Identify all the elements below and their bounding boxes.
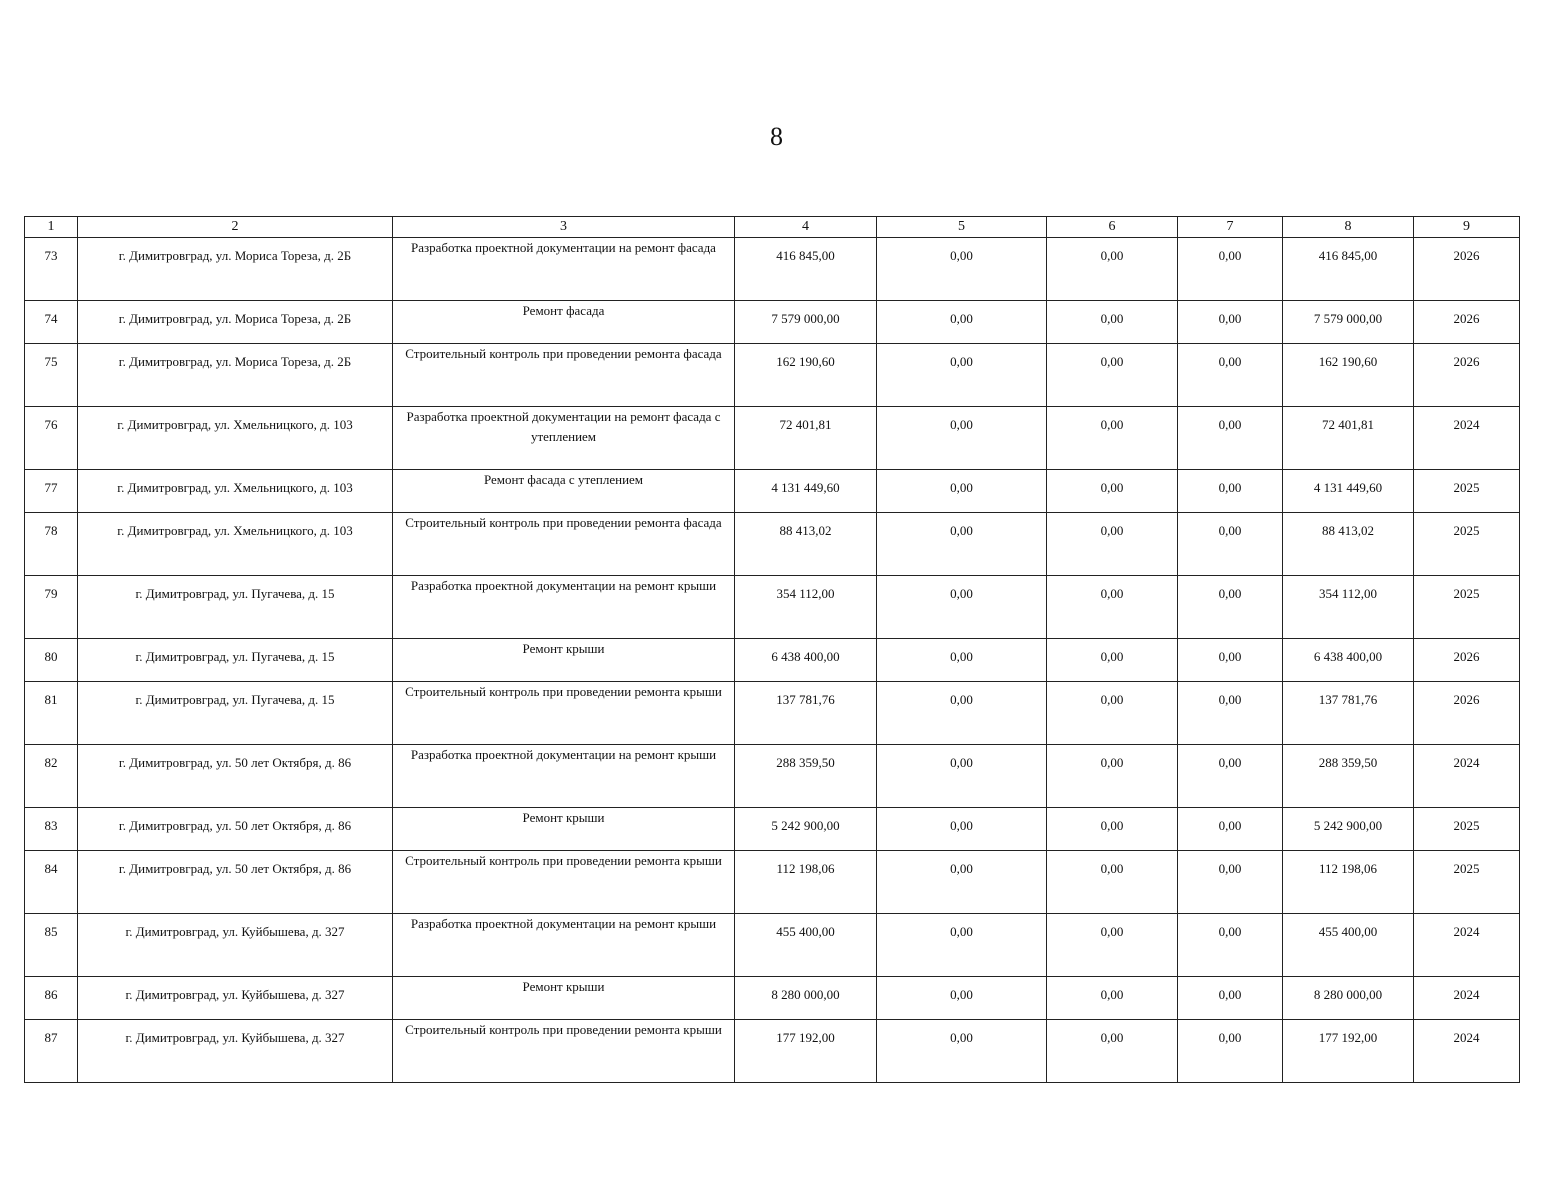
amount-col7-cell: 0,00 — [1178, 576, 1283, 639]
works-table — [24, 216, 1520, 1083]
amount-col4-cell: 8 280 000,00 — [735, 977, 877, 1020]
amount-col7-cell: 0,00 — [1178, 344, 1283, 407]
amount-col6-cell: 0,00 — [1047, 639, 1178, 682]
amount-col5-cell: 0,00 — [877, 1020, 1047, 1083]
row-number-cell: 78 — [25, 513, 78, 576]
address-cell: г. Димитровград, ул. Пугачева, д. 15 — [78, 576, 393, 639]
amount-col5-cell: 0,00 — [877, 914, 1047, 977]
table-row — [25, 808, 1520, 851]
address-cell: г. Димитровград, ул. Мориса Тореза, д. 2Б — [78, 344, 393, 407]
work-type-cell: Строительный контроль при проведении ремонта фасада — [393, 513, 735, 576]
amount-col6-cell: 0,00 — [1047, 977, 1178, 1020]
row-number-cell: 83 — [25, 808, 78, 851]
amount-col5-cell: 0,00 — [877, 238, 1047, 301]
address-cell: г. Димитровград, ул. 50 лет Октября, д. 86 — [78, 808, 393, 851]
amount-col4-cell: 288 359,50 — [735, 745, 877, 808]
address-cell: г. Димитровград, ул. Хмельницкого, д. 103 — [78, 513, 393, 576]
amount-col7-cell: 0,00 — [1178, 470, 1283, 513]
amount-col5-cell: 0,00 — [877, 513, 1047, 576]
amount-col8-cell: 88 413,02 — [1283, 513, 1414, 576]
amount-col5-cell: 0,00 — [877, 576, 1047, 639]
amount-col4-cell: 6 438 400,00 — [735, 639, 877, 682]
table-row — [25, 407, 1520, 470]
amount-col6-cell: 0,00 — [1047, 344, 1178, 407]
amount-col6-cell: 0,00 — [1047, 914, 1178, 977]
table-row — [25, 1020, 1520, 1083]
amount-col4-cell: 162 190,60 — [735, 344, 877, 407]
amount-col8-cell: 112 198,06 — [1283, 851, 1414, 914]
table-row — [25, 851, 1520, 914]
address-cell: г. Димитровград, ул. Куйбышева, д. 327 — [78, 977, 393, 1020]
address-cell: г. Димитровград, ул. Мориса Тореза, д. 2Б — [78, 301, 393, 344]
amount-col7-cell: 0,00 — [1178, 639, 1283, 682]
amount-col8-cell: 6 438 400,00 — [1283, 639, 1414, 682]
amount-col6-cell: 0,00 — [1047, 851, 1178, 914]
amount-col7-cell: 0,00 — [1178, 977, 1283, 1020]
column-header: 1 — [25, 217, 78, 238]
amount-col5-cell: 0,00 — [877, 344, 1047, 407]
amount-col7-cell: 0,00 — [1178, 407, 1283, 470]
year-cell: 2026 — [1414, 682, 1520, 745]
amount-col8-cell: 288 359,50 — [1283, 745, 1414, 808]
row-number-cell: 84 — [25, 851, 78, 914]
table-row — [25, 639, 1520, 682]
amount-col4-cell: 5 242 900,00 — [735, 808, 877, 851]
amount-col5-cell: 0,00 — [877, 407, 1047, 470]
column-number-row — [25, 217, 1520, 238]
column-header: 2 — [78, 217, 393, 238]
work-type-cell: Разработка проектной документации на ремонт фасада — [393, 238, 735, 301]
amount-col8-cell: 137 781,76 — [1283, 682, 1414, 745]
amount-col4-cell: 455 400,00 — [735, 914, 877, 977]
amount-col8-cell: 354 112,00 — [1283, 576, 1414, 639]
year-cell: 2026 — [1414, 301, 1520, 344]
year-cell: 2025 — [1414, 513, 1520, 576]
row-number-cell: 77 — [25, 470, 78, 513]
amount-col6-cell: 0,00 — [1047, 682, 1178, 745]
amount-col5-cell: 0,00 — [877, 851, 1047, 914]
row-number-cell: 76 — [25, 407, 78, 470]
row-number-cell: 79 — [25, 576, 78, 639]
amount-col4-cell: 72 401,81 — [735, 407, 877, 470]
amount-col8-cell: 72 401,81 — [1283, 407, 1414, 470]
year-cell: 2024 — [1414, 977, 1520, 1020]
amount-col7-cell: 0,00 — [1178, 682, 1283, 745]
amount-col5-cell: 0,00 — [877, 977, 1047, 1020]
year-cell: 2024 — [1414, 745, 1520, 808]
amount-col5-cell: 0,00 — [877, 682, 1047, 745]
address-cell: г. Димитровград, ул. 50 лет Октября, д. 86 — [78, 745, 393, 808]
amount-col4-cell: 354 112,00 — [735, 576, 877, 639]
row-number-cell: 82 — [25, 745, 78, 808]
work-type-cell: Разработка проектной документации на ремонт крыши — [393, 576, 735, 639]
amount-col6-cell: 0,00 — [1047, 808, 1178, 851]
work-type-cell: Ремонт крыши — [393, 639, 735, 682]
year-cell: 2026 — [1414, 639, 1520, 682]
address-cell: г. Димитровград, ул. Мориса Тореза, д. 2Б — [78, 238, 393, 301]
table-row — [25, 682, 1520, 745]
address-cell: г. Димитровград, ул. Пугачева, д. 15 — [78, 639, 393, 682]
amount-col6-cell: 0,00 — [1047, 238, 1178, 301]
year-cell: 2024 — [1414, 914, 1520, 977]
address-cell: г. Димитровград, ул. 50 лет Октября, д. 86 — [78, 851, 393, 914]
amount-col7-cell: 0,00 — [1178, 745, 1283, 808]
address-cell: г. Димитровград, ул. Куйбышева, д. 327 — [78, 1020, 393, 1083]
amount-col8-cell: 5 242 900,00 — [1283, 808, 1414, 851]
amount-col7-cell: 0,00 — [1178, 914, 1283, 977]
amount-col7-cell: 0,00 — [1178, 513, 1283, 576]
page-number: 8 — [770, 122, 783, 151]
column-header: 6 — [1047, 217, 1178, 238]
column-header: 7 — [1178, 217, 1283, 238]
amount-col8-cell: 4 131 449,60 — [1283, 470, 1414, 513]
amount-col6-cell: 0,00 — [1047, 576, 1178, 639]
amount-col5-cell: 0,00 — [877, 639, 1047, 682]
amount-col7-cell: 0,00 — [1178, 301, 1283, 344]
column-header: 3 — [393, 217, 735, 238]
work-type-cell: Строительный контроль при проведении ремонта крыши — [393, 1020, 735, 1083]
row-number-cell: 75 — [25, 344, 78, 407]
work-type-cell: Строительный контроль при проведении ремонта крыши — [393, 851, 735, 914]
amount-col6-cell: 0,00 — [1047, 745, 1178, 808]
row-number-cell: 87 — [25, 1020, 78, 1083]
work-type-cell: Ремонт фасада с утеплением — [393, 470, 735, 513]
amount-col8-cell: 177 192,00 — [1283, 1020, 1414, 1083]
amount-col8-cell: 162 190,60 — [1283, 344, 1414, 407]
table-row — [25, 914, 1520, 977]
amount-col4-cell: 4 131 449,60 — [735, 470, 877, 513]
year-cell: 2026 — [1414, 238, 1520, 301]
address-cell: г. Димитровград, ул. Хмельницкого, д. 103 — [78, 470, 393, 513]
amount-col4-cell: 416 845,00 — [735, 238, 877, 301]
amount-col6-cell: 0,00 — [1047, 513, 1178, 576]
work-type-cell: Разработка проектной документации на ремонт крыши — [393, 745, 735, 808]
work-type-cell: Ремонт крыши — [393, 977, 735, 1020]
work-type-cell: Ремонт фасада — [393, 301, 735, 344]
row-number-cell: 74 — [25, 301, 78, 344]
amount-col7-cell: 0,00 — [1178, 851, 1283, 914]
amount-col5-cell: 0,00 — [877, 745, 1047, 808]
row-number-cell: 85 — [25, 914, 78, 977]
amount-col5-cell: 0,00 — [877, 808, 1047, 851]
table-body — [25, 238, 1520, 1083]
amount-col4-cell: 7 579 000,00 — [735, 301, 877, 344]
table-row — [25, 470, 1520, 513]
table-row — [25, 513, 1520, 576]
amount-col4-cell: 137 781,76 — [735, 682, 877, 745]
work-type-cell: Разработка проектной документации на ремонт крыши — [393, 914, 735, 977]
table-row — [25, 977, 1520, 1020]
work-type-cell: Строительный контроль при проведении ремонта крыши — [393, 682, 735, 745]
column-header: 8 — [1283, 217, 1414, 238]
row-number-cell: 73 — [25, 238, 78, 301]
year-cell: 2024 — [1414, 1020, 1520, 1083]
table-row — [25, 344, 1520, 407]
amount-col4-cell: 88 413,02 — [735, 513, 877, 576]
row-number-cell: 81 — [25, 682, 78, 745]
column-header: 5 — [877, 217, 1047, 238]
work-type-cell: Разработка проектной документации на ремонт фасада с утеплением — [393, 407, 735, 470]
column-header: 9 — [1414, 217, 1520, 238]
table-row — [25, 576, 1520, 639]
address-cell: г. Димитровград, ул. Пугачева, д. 15 — [78, 682, 393, 745]
row-number-cell: 80 — [25, 639, 78, 682]
address-cell: г. Димитровград, ул. Куйбышева, д. 327 — [78, 914, 393, 977]
amount-col8-cell: 7 579 000,00 — [1283, 301, 1414, 344]
year-cell: 2026 — [1414, 344, 1520, 407]
amount-col5-cell: 0,00 — [877, 470, 1047, 513]
row-number-cell: 86 — [25, 977, 78, 1020]
year-cell: 2025 — [1414, 576, 1520, 639]
column-header: 4 — [735, 217, 877, 238]
amount-col6-cell: 0,00 — [1047, 470, 1178, 513]
amount-col6-cell: 0,00 — [1047, 407, 1178, 470]
work-type-cell: Ремонт крыши — [393, 808, 735, 851]
amount-col8-cell: 8 280 000,00 — [1283, 977, 1414, 1020]
table-row — [25, 301, 1520, 344]
amount-col6-cell: 0,00 — [1047, 301, 1178, 344]
amount-col6-cell: 0,00 — [1047, 1020, 1178, 1083]
year-cell: 2024 — [1414, 407, 1520, 470]
work-type-cell: Строительный контроль при проведении ремонта фасада — [393, 344, 735, 407]
address-cell: г. Димитровград, ул. Хмельницкого, д. 103 — [78, 407, 393, 470]
amount-col7-cell: 0,00 — [1178, 808, 1283, 851]
amount-col7-cell: 0,00 — [1178, 238, 1283, 301]
table-row — [25, 238, 1520, 301]
amount-col5-cell: 0,00 — [877, 301, 1047, 344]
table-row — [25, 745, 1520, 808]
amount-col7-cell: 0,00 — [1178, 1020, 1283, 1083]
amount-col8-cell: 416 845,00 — [1283, 238, 1414, 301]
year-cell: 2025 — [1414, 851, 1520, 914]
year-cell: 2025 — [1414, 808, 1520, 851]
amount-col8-cell: 455 400,00 — [1283, 914, 1414, 977]
amount-col4-cell: 112 198,06 — [735, 851, 877, 914]
amount-col4-cell: 177 192,00 — [735, 1020, 877, 1083]
year-cell: 2025 — [1414, 470, 1520, 513]
